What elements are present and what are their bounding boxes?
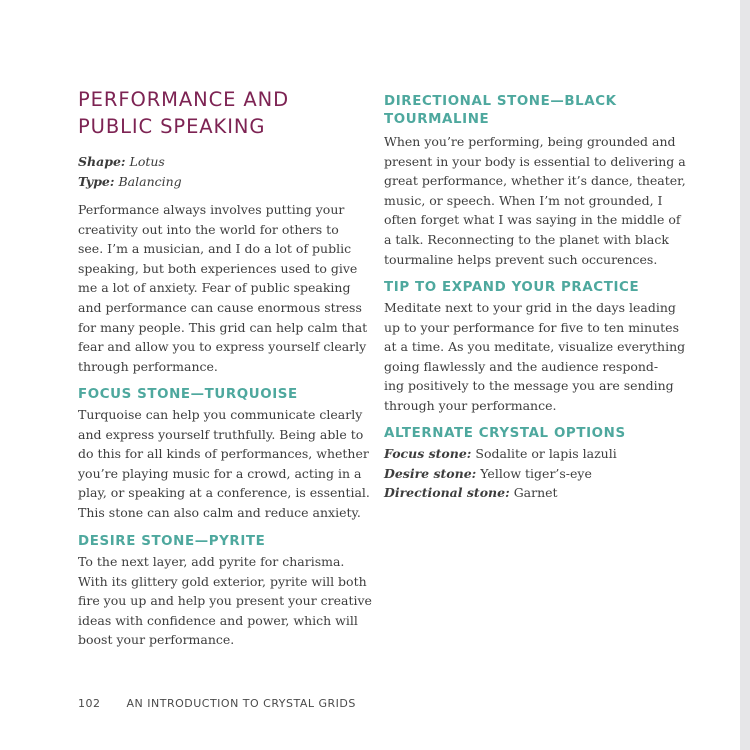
- text-line: you’re playing music for a crowd, acting in a: [78, 465, 362, 481]
- text-line: me a lot of anxiety. Fear of public speaking: [78, 280, 351, 296]
- text-line: speaking, but both experiences used to give: [78, 260, 358, 276]
- text-line: through your performance.: [384, 397, 557, 413]
- heading-line: TOURMALINE: [384, 112, 490, 127]
- text-line: going flawlessly and the audience respond-: [384, 358, 659, 374]
- directional-stone-heading: [384, 93, 617, 129]
- page-title: [78, 86, 378, 140]
- text-line: ing positively to the message you are sending: [384, 378, 674, 394]
- text-line: do this for all kinds of performances, whether: [78, 446, 369, 462]
- text-line: see. I’m a musician, and I do a lot of public: [78, 241, 352, 257]
- text-line: present in your body is essential to delivering a: [384, 153, 686, 169]
- text-line: ideas with confidence and power, which will: [78, 612, 358, 628]
- option-row: [384, 444, 617, 464]
- page-number: 102: [78, 697, 101, 710]
- text-line: To the next layer, add pyrite for charisma.: [78, 554, 345, 569]
- alternate-options-heading: ALTERNATE CRYSTAL OPTIONS: [384, 426, 626, 441]
- option-label: Focus stone:: [384, 446, 472, 461]
- page-footer: [78, 697, 356, 710]
- text-line: Meditate next to your grid in the days leading: [384, 300, 676, 315]
- text-line: and performance can cause enormous stress: [78, 299, 362, 315]
- option-value: Garnet: [513, 485, 558, 501]
- directional-stone-paragraph: [384, 132, 686, 269]
- tip-heading: TIP TO EXPAND YOUR PRACTICE: [384, 280, 640, 295]
- text-line: often forget what I was saying in the middle of: [384, 212, 681, 228]
- text-line: great performance, whether it’s dance, theater,: [384, 173, 686, 189]
- running-title: AN INTRODUCTION TO CRYSTAL GRIDS: [126, 697, 356, 710]
- text-line: With its glittery gold exterior, pyrite will both: [78, 573, 367, 589]
- text-line: fire you up and help you present your creative: [78, 593, 372, 609]
- title-line: PUBLIC SPEAKING: [78, 115, 266, 138]
- focus-stone-paragraph: [78, 405, 370, 523]
- text-line: creativity out into the world for others to: [78, 221, 339, 237]
- text-line: play, or speaking at a conference, is essential.: [78, 485, 370, 501]
- option-row: [384, 464, 617, 484]
- type-row: [78, 172, 182, 192]
- shape-value: Lotus: [129, 154, 165, 169]
- page-edge: [740, 0, 750, 750]
- shape-row: [78, 152, 182, 172]
- option-label: Directional stone:: [384, 485, 510, 501]
- grid-meta: [78, 152, 182, 192]
- text-line: through performance.: [78, 358, 218, 374]
- title-line: PERFORMANCE AND: [78, 88, 290, 111]
- text-line: music, or speech. When I’m not grounded, I: [384, 192, 663, 208]
- type-value: Balancing: [118, 174, 182, 189]
- text-line: up to your performance for five to ten minutes: [384, 319, 679, 335]
- intro-paragraph: [78, 200, 367, 376]
- text-line: boost your performance.: [78, 632, 235, 648]
- type-label: Type:: [78, 174, 115, 189]
- text-line: Turquoise can help you communicate clearly: [78, 407, 363, 422]
- desire-stone-paragraph: [78, 552, 372, 650]
- option-row: [384, 483, 617, 503]
- text-line: fear and allow you to express yourself clearly: [78, 339, 367, 355]
- text-line: tourmaline helps prevent such occurences.: [384, 251, 658, 267]
- option-value: Yellow tiger’s-eye: [480, 465, 592, 481]
- option-value: Sodalite or lapis lazuli: [475, 446, 617, 461]
- focus-stone-heading: FOCUS STONE—TURQUOISE: [78, 387, 298, 402]
- text-line: Performance always involves putting your: [78, 202, 345, 217]
- shape-label: Shape:: [78, 154, 126, 169]
- tip-paragraph: [384, 298, 685, 416]
- text-line: a talk. Reconnecting to the planet with black: [384, 231, 669, 247]
- heading-line: DIRECTIONAL STONE—BLACK: [384, 94, 617, 109]
- desire-stone-heading: DESIRE STONE—PYRITE: [78, 534, 266, 549]
- option-label: Desire stone:: [384, 465, 477, 481]
- alternate-options-list: [384, 444, 617, 503]
- text-line: When you’re performing, being grounded and: [384, 134, 676, 149]
- text-line: at a time. As you meditate, visualize everything: [384, 339, 686, 355]
- text-line: and express yourself truthfully. Being able to: [78, 426, 364, 442]
- text-line: for many people. This grid can help calm that: [78, 319, 368, 335]
- text-line: This stone can also calm and reduce anxiety.: [78, 504, 361, 520]
